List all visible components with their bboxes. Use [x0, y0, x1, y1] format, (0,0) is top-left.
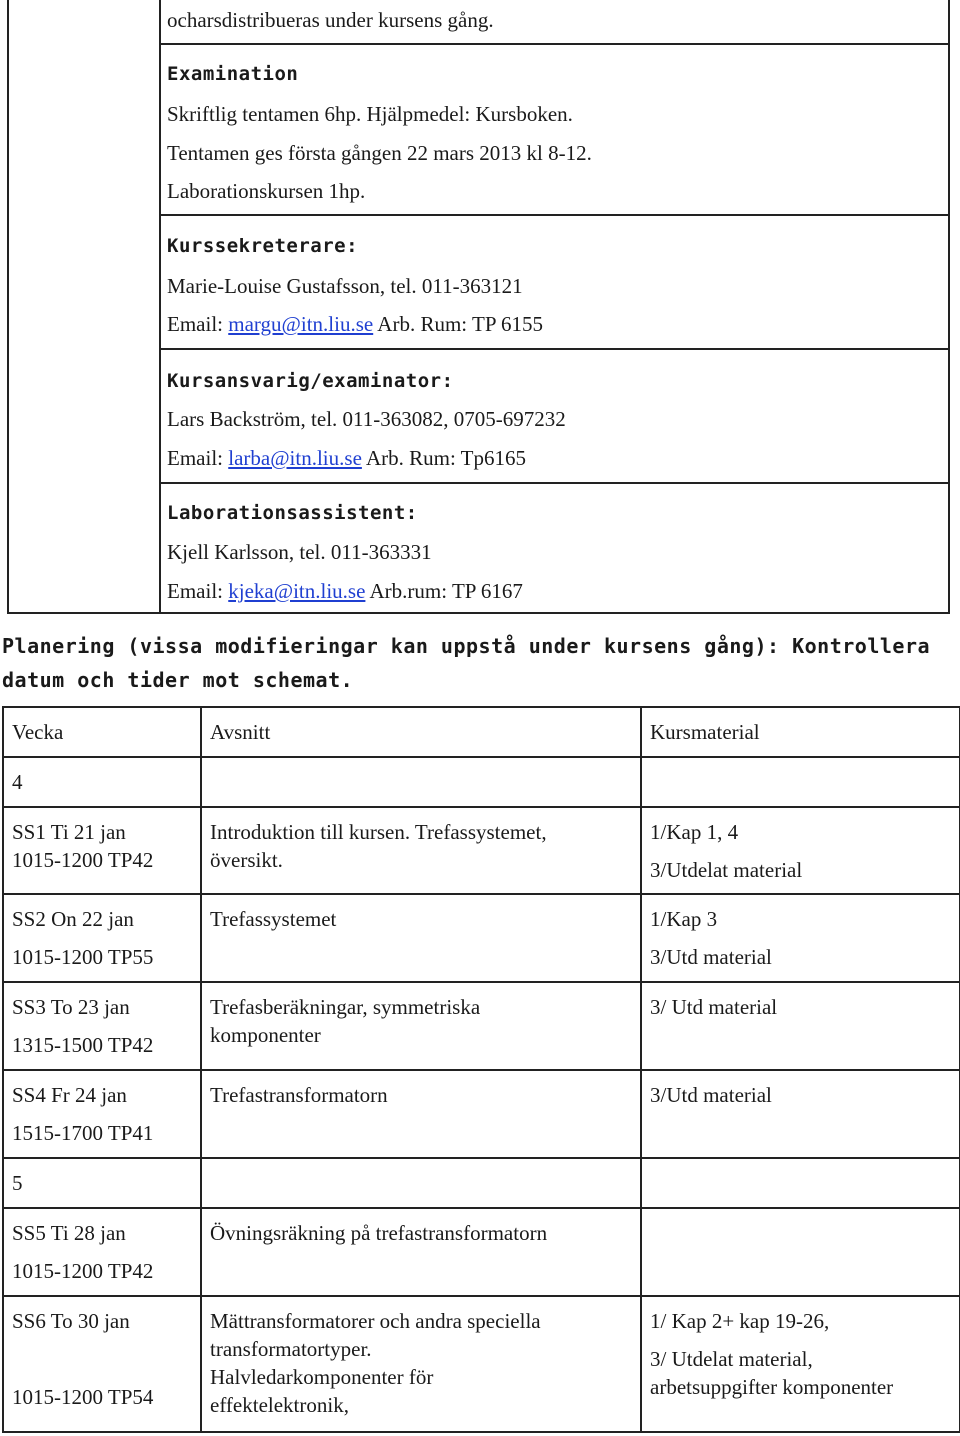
planning-heading-line: Planering (vissa modifieringar kan uppstå under kursens gång): Kontrollera: [2, 634, 931, 658]
table-row: [3, 807, 960, 894]
section-text: Övningsräkning på trefastransformatorn: [210, 1221, 548, 1245]
examiner-email-link[interactable]: larba@itn.liu.se: [228, 446, 362, 470]
info-box-left-column: [159, 0, 161, 612]
section-text: Trefastransformatorn: [210, 1083, 388, 1107]
session-cell: [3, 982, 201, 1070]
email-label: Email:: [167, 312, 229, 336]
examination-heading: Examination: [167, 63, 299, 85]
secretary-heading: Kurssekreterare:: [167, 235, 359, 257]
week-cell: [3, 757, 201, 807]
section-cell: [201, 894, 641, 982]
session-time: 1015-1200 TP54: [12, 1385, 154, 1409]
assistant-contact: Kjell Karlsson, tel. 011-363331: [167, 540, 432, 564]
assistant-email-link[interactable]: kjeka@itn.liu.se: [228, 579, 366, 603]
section-cell: [201, 1208, 641, 1296]
session-cell: [3, 807, 201, 894]
material-text: 3/Utd material: [650, 945, 772, 969]
secretary-email-line: [167, 312, 543, 336]
planning-heading-line: datum och tider mot schemat.: [2, 668, 354, 692]
examination-line: Laborationskursen 1hp.: [167, 179, 366, 203]
session-date: SS2 On 22 jan: [12, 907, 134, 931]
section-text: översikt.: [210, 848, 283, 872]
top-line: ocharsdistribueras under kursens gång.: [167, 8, 494, 32]
course-info-box: [7, 0, 950, 614]
table-row: [3, 1070, 960, 1158]
schedule-table: [2, 706, 960, 1433]
section-text: Introduktion till kursen. Trefassystemet,: [210, 820, 547, 844]
week-number: 4: [12, 770, 23, 794]
material-text: 1/Kap 1, 4: [650, 820, 739, 844]
table-row: [3, 982, 960, 1070]
session-time: 1515-1700 TP41: [12, 1121, 154, 1145]
session-time: 1015-1200 TP42: [12, 848, 154, 872]
section-text: Mättransformatorer och andra speciella: [210, 1309, 541, 1333]
examination-line: Tentamen ges första gången 22 mars 2013 kl 8-12.: [167, 141, 592, 165]
section-text: effektelektronik,: [210, 1393, 349, 1417]
material-text: 3/Utd material: [650, 1083, 772, 1107]
room-text: Arb. Rum: Tp6165: [361, 446, 527, 470]
separator: [159, 43, 950, 45]
material-cell: [641, 807, 960, 894]
section-text: komponenter: [210, 1023, 321, 1047]
session-date: SS6 To 30 jan: [12, 1309, 130, 1333]
section-cell: [201, 1070, 641, 1158]
material-text: 3/Utdelat material: [650, 858, 803, 882]
examination-line: Skriftlig tentamen 6hp. Hjälpmedel: Kursboken.: [167, 102, 573, 126]
separator: [159, 214, 950, 216]
examiner-heading: Kursansvarig/examinator:: [167, 370, 454, 392]
material-text: 3/ Utd material: [650, 995, 778, 1019]
assistant-heading: Laborationsassistent:: [167, 502, 418, 524]
session-cell: [3, 1070, 201, 1158]
section-text: Trefasberäkningar, symmetriska: [210, 995, 481, 1019]
examiner-email-line: [167, 446, 526, 470]
material-cell: [641, 1070, 960, 1158]
session-time: 1015-1200 TP55: [12, 945, 154, 969]
session-date: SS1 Ti 21 jan: [12, 820, 126, 844]
session-time: 1015-1200 TP42: [12, 1259, 154, 1283]
section-cell: [201, 807, 641, 894]
session-cell: [3, 1208, 201, 1296]
week-row: [3, 1158, 960, 1208]
material-cell: [641, 1296, 960, 1432]
session-date: SS4 Fr 24 jan: [12, 1083, 127, 1107]
section-cell: [201, 1296, 641, 1432]
section-cell: [201, 982, 641, 1070]
section-text: Trefassystemet: [210, 907, 337, 931]
header-cell: [201, 707, 641, 757]
session-cell: [3, 894, 201, 982]
table-row: [3, 1296, 960, 1432]
header-week: Vecka: [12, 720, 64, 744]
room-text: Arb. Rum: TP 6155: [373, 312, 543, 336]
empty-cell: [201, 1158, 641, 1208]
room-text: Arb.rum: TP 6167: [365, 579, 523, 603]
header-material: Kursmaterial: [650, 720, 760, 744]
table-header-row: [3, 707, 960, 757]
material-text: arbetsuppgifter komponenter: [650, 1375, 894, 1399]
material-cell: [641, 1208, 960, 1296]
material-text: 1/Kap 3: [650, 907, 718, 931]
assistant-email-line: [167, 579, 523, 603]
table-row: [3, 1208, 960, 1296]
table-row: [3, 894, 960, 982]
week-number: 5: [12, 1171, 23, 1195]
session-date: SS3 To 23 jan: [12, 995, 130, 1019]
secretary-email-link[interactable]: margu@itn.liu.se: [228, 312, 374, 336]
examiner-contact: Lars Backström, tel. 011-363082, 0705-697232: [167, 407, 566, 431]
header-cell: [3, 707, 201, 757]
session-date: SS5 Ti 28 jan: [12, 1221, 126, 1245]
email-label: Email:: [167, 579, 229, 603]
empty-cell: [641, 1158, 960, 1208]
empty-cell: [201, 757, 641, 807]
week-row: [3, 757, 960, 807]
separator: [159, 348, 950, 350]
header-section: Avsnitt: [210, 720, 271, 744]
section-text: transformatortyper.: [210, 1337, 372, 1361]
material-cell: [641, 894, 960, 982]
week-cell: [3, 1158, 201, 1208]
material-cell: [641, 982, 960, 1070]
session-time: 1315-1500 TP42: [12, 1033, 154, 1057]
material-text: 3/ Utdelat material,: [650, 1347, 813, 1371]
separator: [159, 482, 950, 484]
header-cell: [641, 707, 960, 757]
material-text: 1/ Kap 2+ kap 19-26,: [650, 1309, 830, 1333]
secretary-contact: Marie-Louise Gustafsson, tel. 011-363121: [167, 274, 523, 298]
section-text: Halvledarkomponenter för: [210, 1365, 434, 1389]
session-cell: [3, 1296, 201, 1432]
email-label: Email:: [167, 446, 229, 470]
empty-cell: [641, 757, 960, 807]
